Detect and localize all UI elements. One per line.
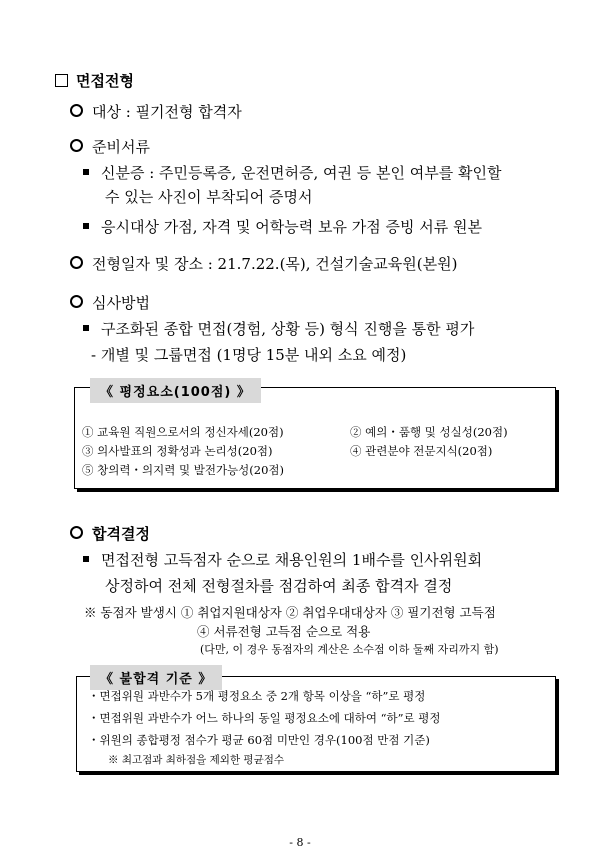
fail-rule-1: ・면접위원 과반수가 5개 평정요소 중 2개 항목 이상을 “하”로 평정 <box>88 689 426 703</box>
criteria-item-3: ③ 의사발표의 정확성과 논리성(20점) <box>82 444 273 458</box>
fail-rule-2: ・면접위원 과반수가 어느 하나의 동일 평정요소에 대하여 “하”로 평정 <box>88 711 441 725</box>
criteria-item-1: ① 교육원 직원으로서의 정신자세(20점) <box>82 425 284 439</box>
tie-note-line1: ※ 동점자 발생시 ① 취업지원대상자 ② 취업우대대상자 ③ 필기전형 고득점 <box>84 605 496 620</box>
tie-note-line2: ④ 서류전형 고득점 순으로 적용 <box>197 624 371 639</box>
criteria-box-title: 《 평정요소(100점) 》 <box>90 378 261 403</box>
docs-item1-line2: 수 있는 사진이 부착되어 증명서 <box>105 188 313 206</box>
section-heading <box>55 70 134 91</box>
tie-note-line3: (다만, 이 경우 동점자의 계산은 소수점 이하 둘째 자리까지 함) <box>200 643 499 656</box>
decision-item <box>83 549 482 570</box>
criteria-item-2: ② 예의・품행 및 성실성(20점) <box>350 425 508 439</box>
square-bullet-icon <box>83 223 89 229</box>
square-bullet-icon <box>83 325 89 331</box>
docs-item-proof <box>83 216 482 237</box>
docs-heading <box>70 136 150 157</box>
circle-bullet-icon <box>70 256 83 269</box>
review-item-sub: - 개별 및 그룹면접 (1명당 15분 내외 소요 예정) <box>91 346 407 364</box>
fail-box-title: 《 불합격 기준 》 <box>90 665 222 690</box>
schedule-text: 전형일자 및 장소 : 21.7.22.(목), 건설기술교육원(본원) <box>92 255 458 273</box>
target-text: 대상 : 필기전형 합격자 <box>92 103 242 121</box>
docs-title: 준비서류 <box>92 138 150 156</box>
circle-bullet-icon <box>70 295 83 308</box>
square-bullet-icon <box>83 556 89 562</box>
fail-rule-3: ・위원의 종합평정 점수가 평균 60점 미만인 경우(100점 만점 기준) <box>88 733 430 747</box>
target-item <box>70 101 242 122</box>
criteria-item-5: ⑤ 창의력・의지력 및 발전가능성(20점) <box>82 463 284 477</box>
fail-rule-note: ※ 최고점과 최하점을 제외한 평균점수 <box>108 754 284 766</box>
section-title: 면접전형 <box>76 72 134 90</box>
checkbox-square-icon <box>55 74 68 87</box>
review-heading <box>70 292 150 313</box>
circle-bullet-icon <box>70 104 83 117</box>
criteria-item-4: ④ 관련분야 전문지식(20점) <box>350 444 493 458</box>
review-title: 심사방법 <box>92 294 150 312</box>
schedule-item <box>70 253 457 274</box>
page-number: - 8 - <box>289 836 311 849</box>
docs-item2: 응시대상 가점, 자격 및 어학능력 보유 가점 증빙 서류 원본 <box>101 218 482 236</box>
review-item <box>83 318 474 339</box>
circle-bullet-icon <box>70 139 83 152</box>
circle-bullet-icon <box>70 526 83 539</box>
docs-item-id <box>83 162 502 183</box>
square-bullet-icon <box>83 169 89 175</box>
review-item1: 구조화된 종합 면접(경험, 상황 등) 형식 진행을 통한 평가 <box>101 320 475 338</box>
decision-title: 합격결정 <box>92 525 150 543</box>
decision-heading <box>70 523 150 544</box>
decision-line2: 상정하여 전체 전형절차를 점검하여 최종 합격자 결정 <box>105 577 453 595</box>
docs-item1-line1: 신분증 : 주민등록증, 운전면허증, 여권 등 본인 여부를 확인할 <box>101 164 502 182</box>
decision-line1: 면접전형 고득점자 순으로 채용인원의 1배수를 인사위원회 <box>101 551 483 569</box>
